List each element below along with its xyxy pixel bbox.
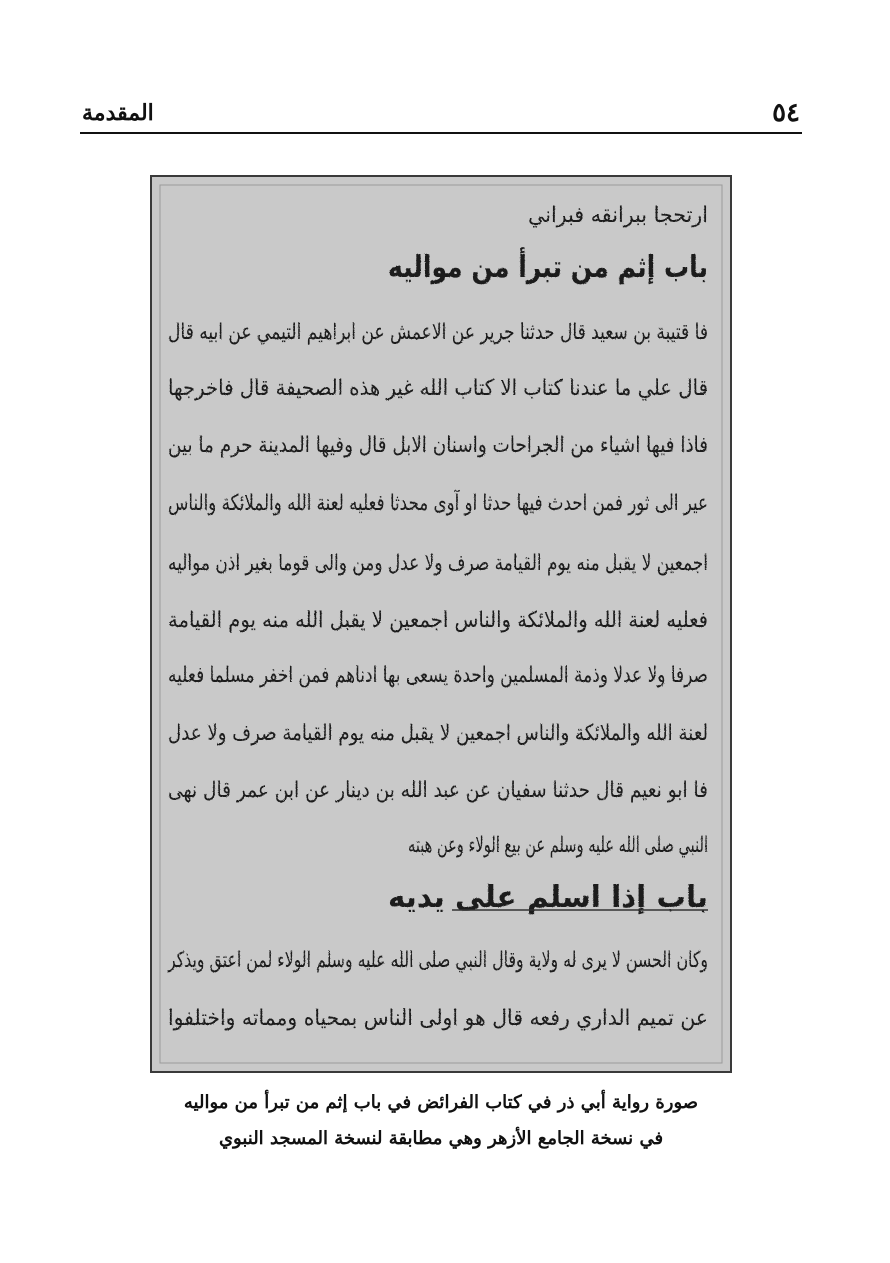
manuscript-line: وكان الحسن لا يرى له ولاية وقال النبي صلى الله عليه وسلم الولاء لمن اعتق ويذكر [167,948,708,973]
manuscript-line: صرفا ولا عدلا وذمة المسلمين واحدة يسعى بها ادناهم فمن اخفر مسلما فعليه [168,663,708,688]
manuscript-line: ارتحجا ببرانقه فبراني [528,203,708,228]
manuscript-line: فاذا فيها اشياء من الجراحات واسنان الابل قال وفيها المدينة حرم ما بين [168,433,708,458]
manuscript-line: النبي صلى الله عليه وسلم عن بيع الولاء وعن هبته [408,833,708,858]
page-header [80,96,802,134]
manuscript-line: فا قتيبة بن سعيد قال حدثنا جرير عن الاعمش عن ابراهيم التيمي عن ابيه قال [168,320,708,345]
manuscript-line: باب إثم من تبرأ من مواليه [388,250,771,285]
caption-line-1: صورة رواية أبي ذر في كتاب الفرائض في باب إثم من تبرأ من مواليه [183,1092,699,1113]
manuscript-text [152,177,880,1071]
manuscript-line: اجمعين لا يقبل منه يوم القيامة صرف ولا عدل ومن والى قوما بغير اذن مواليه [168,551,708,576]
page-number: ٥٤ [772,98,800,128]
manuscript-line: باب إذا اسلم على يديه [388,880,708,915]
manuscript-line: قال علي ما عندنا كتاب الا كتاب الله غير هذه الصحيفة قال فاخرجها [168,376,708,401]
manuscript-line: لعنة الله والملائكة والناس اجمعين لا يقبل منه يوم القيامة صرف ولا عدل [168,721,708,746]
manuscript-image [150,175,880,1073]
caption-line-2: في نسخة الجامع الأزهر وهي مطابقة لنسخة المسجد النبوي [218,1128,664,1149]
manuscript-line: فا ابو نعيم قال حدثنا سفيان عن عبد الله بن دينار عن ابن عمر قال نهى [168,778,708,803]
manuscript-line: فعليه لعنة الله والملائكة والناس اجمعين لا يقبل الله منه يوم القيامة [168,608,708,633]
section-title: المقدمة [82,100,154,126]
manuscript-line: عير الى ثور فمن احدث فيها حدثا او آوى محدثا فعليه لعنة الله والملائكة والناس [168,491,880,516]
manuscript-line: عن تميم الداري رفعه قال هو اولى الناس بمحياه ومماته واختلفوا [168,1006,708,1031]
